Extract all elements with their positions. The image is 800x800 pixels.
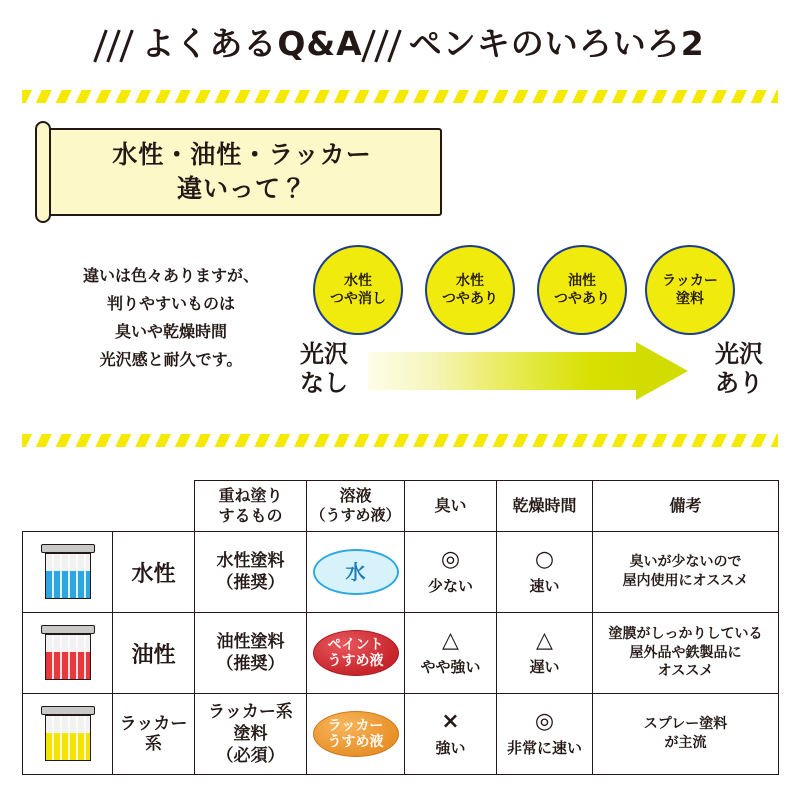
comparison-table-wrapper [22,480,778,775]
row-note-lacquer [593,694,779,775]
gloss-circle-4-line-2: 塗料 [676,291,704,307]
header-spacer-kind [113,481,195,532]
comparison-table [22,480,779,775]
row-solvent-water-label: 水 [345,559,366,584]
gloss-right-line-2: あり [715,368,763,397]
gloss-circle-4-line-1: ラッカー [662,272,718,289]
row-dry-water-mark: ○ [534,547,555,573]
row-solvent-lacquer [307,694,405,775]
row-solvent-water [307,532,405,613]
gloss-scale-right-label [694,340,784,398]
gloss-circle-2-line-1: 水性 [456,272,484,289]
row-note-oil-line-1: 塗膜がしっかりしている [608,625,763,642]
row-smell-water-text: 少ない [427,576,473,595]
page-header [0,0,800,90]
header-smell: 臭い [405,481,497,532]
paint-can-icon-oil [23,613,113,694]
gloss-circle-lacquer [645,245,735,335]
row-layer-lacquer [195,694,307,775]
banner-text [42,134,442,210]
arrow-body [368,352,640,390]
header-dry: 乾燥時間 [497,481,593,532]
header-right-title: ペンキのいろいろ2 [408,24,705,63]
lead-line-3: 臭いや乾燥時間 [114,322,227,341]
header-solvent-line-2: （うすめ液） [310,506,401,524]
header-spacer-icon [23,481,113,532]
row-smell-water [405,532,497,613]
row-smell-lacquer-mark: × [441,709,460,735]
gloss-circle-3-line-1: 油性 [568,272,596,289]
row-dry-oil [497,613,593,694]
lead-line-2: 判りやすいものは [106,294,235,313]
lead-line-4: 光沢感と耐久です。 [99,350,243,369]
row-layer-water-line-1: 水性塗料 [216,550,285,571]
row-layer-lacquer-line-3: （必須） [216,746,285,767]
row-solvent-lacquer-line-2: うすめ液 [327,734,384,750]
paint-can-icon-water [23,532,113,613]
hazard-stripe-top [22,88,778,105]
header-layer-line-2: するもの [218,506,283,525]
lead-description [56,262,286,374]
row-note-lacquer-line-1: スプレー塗料 [643,716,728,733]
row-layer-water-line-2: （推奨） [216,573,285,593]
row-dry-lacquer-text: 非常に速い [506,738,582,757]
gloss-circle-1-line-2: つや消し [330,291,386,307]
row-solvent-oil-line-1: ペイント [327,636,384,653]
row-solvent-oil [307,613,405,694]
row-dry-lacquer [497,694,593,775]
header-note: 備考 [593,481,779,532]
paint-can-icon-lacquer [23,694,113,775]
header-layer-line-1: 重ね塗り [218,486,283,506]
gloss-gradient-arrow-icon [368,342,688,400]
table-row [23,532,779,613]
row-dry-lacquer-mark: ◎ [534,709,555,735]
gloss-circle-2-line-2: つやあり [442,291,498,307]
row-layer-oil-line-2: （推奨） [216,654,285,674]
row-smell-oil [405,613,497,694]
banner-line-2: 違いって？ [176,174,307,203]
header-solvent [307,481,405,532]
row-dry-oil-text: 遅い [529,657,560,676]
gloss-left-line-2: なし [300,368,348,397]
row-layer-water [195,532,307,613]
banner-line-1: 水性・油性・ラッカー [112,140,372,170]
row-note-oil [593,613,779,694]
row-kind-lacquer: ラッカー系 [113,694,195,775]
row-dry-water [497,532,593,613]
row-layer-lacquer-line-2: 塗料 [233,723,268,744]
header-left-title: よくあるQ&A [141,24,363,63]
row-solvent-lacquer-line-1: ラッカー [327,717,384,734]
table-row [23,694,779,775]
row-smell-lacquer [405,694,497,775]
page-title [0,18,800,65]
gloss-circle-mizusei-tsuyakeshi [313,245,403,335]
gloss-left-line-1: 光沢 [300,340,348,368]
slash-decoration-middle [363,29,409,63]
row-smell-oil-text: やや強い [420,657,481,676]
row-smell-water-mark: ◎ [440,547,461,573]
row-note-oil-line-2: 屋外品や鉄製品に [629,644,742,661]
row-note-lacquer-line-2: が主流 [664,735,707,751]
row-smell-oil-mark: △ [442,628,459,654]
row-dry-oil-mark: △ [536,628,553,654]
row-layer-oil [195,613,307,694]
row-layer-lacquer-line-1: ラッカー系 [208,701,293,722]
row-layer-oil-line-1: 油性塗料 [216,631,285,652]
hazard-stripe-middle [22,432,778,449]
header-layer [195,481,307,532]
lead-line-1: 違いは色々ありますが、 [82,266,259,285]
gloss-scale-left-label [282,340,366,398]
row-solvent-oil-line-2: うすめ液 [327,653,384,669]
gloss-circle-1-line-1: 水性 [344,272,372,289]
row-smell-lacquer-text: 強い [435,738,466,757]
header-solvent-line-1: 溶液 [339,486,372,506]
arrow-head [636,342,688,400]
gloss-right-line-1: 光沢 [715,340,763,368]
table-row [23,613,779,694]
gloss-circle-yusei-tsuyaari [537,245,627,335]
row-note-water-line-2: 屋内使用にオススメ [622,573,749,589]
gloss-circle-mizusei-tsuyaari [425,245,515,335]
row-dry-water-text: 速い [529,576,560,595]
slash-decoration-left [95,29,141,63]
row-note-water [593,532,779,613]
row-kind-water: 水性 [113,532,195,613]
row-kind-oil: 油性 [113,613,195,694]
gloss-circle-3-line-2: つやあり [554,291,610,307]
table-header-row [23,481,779,532]
row-note-oil-line-3: オススメ [657,663,714,680]
row-note-water-line-1: 臭いが少ないので [629,554,742,571]
